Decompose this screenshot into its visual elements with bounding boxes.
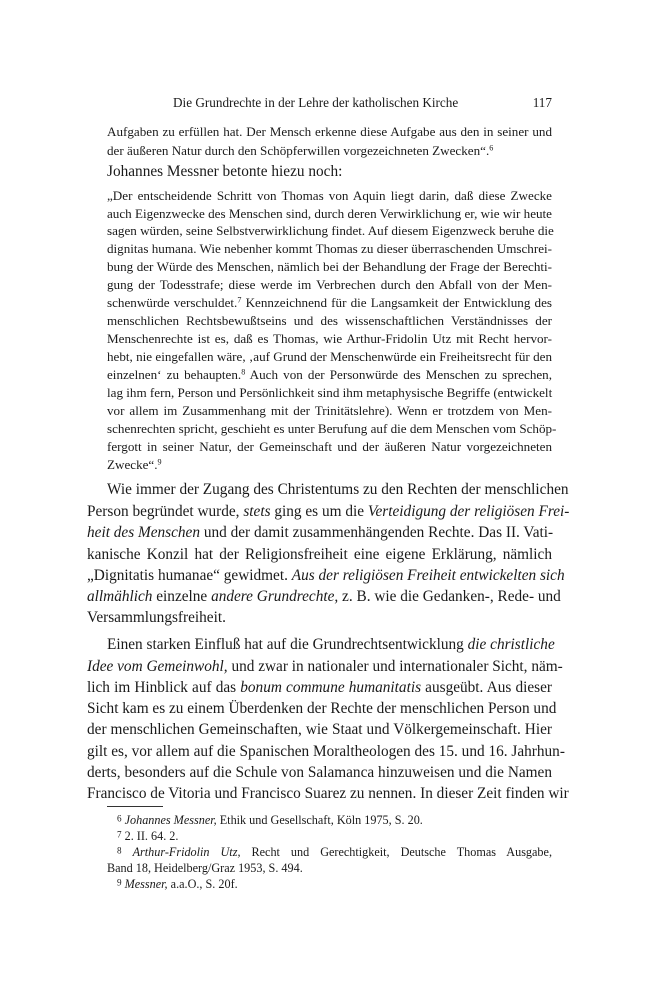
footnote-text: a.a.O., S. 20f. — [170, 877, 238, 891]
text-run: hebt, nie eingefallen wäre, ‚auf Grund der Menschenwürde ein Freiheitsrecht für den — [107, 349, 552, 364]
quote-line — [107, 313, 552, 329]
emphasis: bonum commune humanitatis — [240, 679, 422, 696]
footnote-continuation — [107, 861, 303, 876]
paragraph-line — [87, 609, 226, 627]
paragraph-line — [87, 743, 565, 761]
text-run: Aufgaben zu erfüllen hat. Der Mensch erkenne diese Aufgabe aus den in seiner und — [107, 124, 552, 139]
text-run: z. B. wie die Gedanken-, Rede- und — [342, 588, 561, 605]
emphasis: andere Grundrechte, — [211, 588, 339, 605]
text-run: bung der Würde des Menschen, nämlich bei der Behandlung der Frage der Berechti- — [107, 259, 552, 274]
footnote-text: Recht und Gerechtigkeit, Deutsche Thomas Ausgabe, — [251, 845, 552, 859]
text-run: gilt es, vor allem auf die Spanischen Moraltheologen des 15. und 16. Jahrhun- — [87, 743, 565, 760]
quote-line — [107, 385, 552, 401]
text-run: Johannes Messner betonte hiezu noch: — [107, 163, 343, 180]
text-run: sagen würden, seine Selbstverwirklichung findet. Auf diesem Eigenzweck beruhe die — [107, 223, 554, 238]
footnote-ref: 7 — [237, 295, 242, 305]
paragraph-line — [87, 679, 552, 697]
footnote-number: 7 — [117, 829, 122, 840]
paragraph-line — [87, 567, 565, 585]
text-run: gung der Todesstrafe; diese werde im Verbrechen durch den Abfall von der Men- — [107, 277, 552, 292]
paragraph-line — [87, 785, 569, 803]
quote-line — [107, 241, 552, 257]
text-run: und zwar in nationaler und internationaler Sicht, näm- — [231, 658, 563, 675]
paragraph-line — [87, 588, 561, 606]
footnote — [117, 877, 238, 892]
footnote-author: Arthur-Fridolin Utz, — [132, 845, 241, 859]
text-run: auch Eigenzwecke des Menschen sind, durch deren Verwirklichung er, wie wir heute — [107, 206, 552, 221]
quote-line — [107, 206, 552, 222]
footnote — [117, 845, 552, 860]
emphasis: Aus der religiösen Freiheit entwickelten sich — [291, 567, 565, 584]
text-run: fergott in seiner Natur, der Gemeinschaft und der äußeren Natur vorgezeichneten — [107, 439, 552, 454]
text-run: ausgeübt. Aus dieser — [425, 679, 552, 696]
emphasis: heit des Menschen — [87, 524, 200, 541]
text-run: schenwürde verschuldet. — [107, 295, 238, 310]
quote-line — [107, 277, 552, 293]
text-run: der menschlichen Gemeinschaften, wie Staat und Völkergemeinschaft. Hier — [87, 721, 552, 738]
text-run: derts, besonders auf die Schule von Salamanca hinzuweisen und die Namen — [87, 764, 552, 781]
text-run: lich im Hinblick auf das — [87, 679, 237, 696]
emphasis: Idee vom Gemeinwohl, — [87, 658, 228, 675]
footnote-author: Johannes Messner, — [124, 813, 217, 827]
quote-line — [107, 367, 552, 383]
text-run: vor allem im Zusammenhang mit der Trinitätslehre). Wenn er trotzdem von Men- — [107, 403, 552, 418]
text-run: Person begründet wurde, — [87, 503, 240, 520]
footnote — [117, 813, 423, 828]
paragraph-line — [87, 546, 552, 564]
text-run: Wie immer der Zugang des Christentums zu den Rechten der menschlichen — [107, 481, 569, 498]
quote-line — [107, 421, 557, 437]
text-run: Auch von der Personwürde des Menschen zu sprechen, — [249, 367, 552, 382]
paragraph-line — [87, 700, 557, 718]
running-header-title: Die Grundrechte in der Lehre der katholischen Kirche — [173, 95, 459, 110]
text-run: Einen starken Einfluß hat auf die Grundrechtsentwicklung — [107, 636, 464, 653]
emphasis: die christliche — [467, 636, 555, 653]
paragraph-line — [87, 764, 552, 782]
paragraph-line — [107, 481, 569, 499]
footnote-ref: 9 — [157, 457, 162, 467]
page-number: 117 — [532, 95, 552, 110]
text-run: Sicht kam es zu einem Überdenken der Rechte der menschlichen Person und — [87, 700, 557, 717]
text-run: „Dignitatis humanae“ gewidmet. — [87, 567, 288, 584]
text-run: „Der entscheidende Schritt von Thomas von Aquin liegt darin, daß diese Zwecke — [107, 188, 552, 203]
footnote-number: 8 — [117, 845, 122, 856]
emphasis: Verteidigung der religiösen Frei- — [367, 503, 570, 520]
text-run: einzelne — [156, 588, 208, 605]
paragraph-line — [107, 143, 493, 159]
text-run: Francisco de Vitoria und Francisco Suarez zu nennen. In dieser Zeit finden wir — [87, 785, 569, 802]
quote-line — [107, 295, 552, 311]
footnote-author: Messner, — [124, 877, 168, 891]
emphasis: stets — [243, 503, 271, 520]
text-run: schenrechten spricht, geschieht es unter Berufung auf die dem Menschen vom Schöp- — [107, 421, 557, 436]
text-run: kanische Konzil hat der Religionsfreiheit eine eigene Erklärung, nämlich — [87, 546, 552, 563]
text-run: und der damit zusammenhängenden Rechte. Das II. Vati- — [203, 524, 554, 541]
paragraph-line — [107, 163, 342, 181]
quote-line — [107, 403, 552, 419]
footnote-text: Ethik und Gesellschaft, Köln 1975, S. 20. — [219, 813, 423, 827]
text-run: einzelnen‘ zu behaupten. — [107, 367, 242, 382]
quote-line — [107, 457, 162, 473]
text-run: der äußeren Natur durch den Schöpferwillen vorgezeichneten Zwecken“. — [107, 143, 490, 158]
text-run: Menschenrechte ist es, daß es Thomas, wie Arthur-Fridolin Utz mit Recht hervor- — [107, 331, 552, 346]
text-run: dignitas humana. Wie nebenher kommt Thomas zu dieser überraschenden Umschrei- — [107, 241, 552, 256]
quote-line — [107, 331, 552, 347]
footnote-ref: 8 — [241, 367, 246, 377]
paragraph-line — [107, 636, 555, 654]
footnote-text: Band 18, Heidelberg/Graz 1953, S. 494. — [107, 861, 303, 875]
paragraph-line — [107, 124, 552, 140]
paragraph-line — [87, 658, 563, 676]
text-run: menschlichen Rechtsbewußtseins und des wissenschaftlichen Verständnisses der — [107, 313, 552, 328]
text-run: Zwecke“. — [107, 457, 158, 472]
emphasis: allmählich — [87, 588, 153, 605]
paragraph-line — [87, 503, 570, 521]
running-header — [107, 95, 552, 113]
footnote-number: 6 — [117, 813, 122, 824]
text-run: Versammlungsfreiheit. — [87, 609, 226, 626]
quote-line — [107, 259, 552, 275]
quote-line — [107, 223, 552, 239]
footnote-ref: 6 — [489, 143, 494, 153]
quote-line — [107, 188, 552, 204]
footnote-separator — [107, 806, 163, 807]
text-run: Kennzeichnend für die Langsamkeit der Entwicklung des — [245, 295, 552, 310]
quote-line — [107, 349, 552, 365]
paragraph-line — [87, 721, 552, 739]
quote-line — [107, 439, 552, 455]
text-run: lag ihm fern, Person und Persönlichkeit sind ihm metaphysische Begriffe (entwickelt — [107, 385, 553, 400]
paragraph-line — [87, 524, 552, 542]
text-run: ging es um die — [274, 503, 365, 520]
footnote — [117, 829, 178, 844]
footnote-number: 9 — [117, 877, 122, 888]
footnote-text: 2. II. 64. 2. — [124, 829, 179, 843]
